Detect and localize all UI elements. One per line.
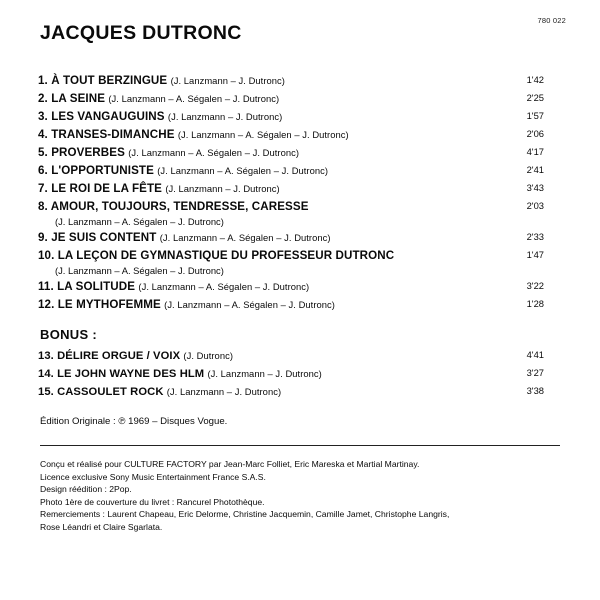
track-number: 8. [38, 200, 48, 213]
track-duration: 3'27 [526, 367, 544, 378]
track-line [38, 384, 496, 400]
track-row [38, 348, 566, 364]
track-number: 9. [38, 231, 48, 244]
colophon-line: Rose Léandri et Claire Sgarlata. [40, 521, 163, 532]
track-duration: 3'22 [526, 280, 544, 291]
track-line [38, 109, 496, 125]
track-title: LE JOHN WAYNE DES HLM [57, 368, 205, 380]
track-number: 11. [38, 280, 54, 293]
track-number: 3. [38, 110, 48, 123]
track-number: 7. [38, 182, 48, 195]
track-credits: (J. Lanzmann – A. Ségalen – J. Dutronc) [55, 265, 224, 276]
catalog-number: 780 022 [537, 16, 566, 25]
track-duration: 2'06 [526, 128, 544, 139]
colophon-line: Conçu et réalisé pour CULTURE FACTORY par Jean-Marc Folliet, Eric Mareska et Martial Martinay. [40, 459, 420, 469]
track-row [38, 248, 566, 277]
track-row [38, 109, 566, 125]
bonus-tracklist [38, 348, 566, 400]
track-duration: 3'43 [526, 182, 544, 193]
track-credits: (J. Lanzmann – A. Ségalen – J. Dutronc) [55, 216, 224, 227]
track-row [38, 181, 566, 197]
track-title: LA LEÇON DE GYMNASTIQUE DU PROFESSEUR DUTRONC [57, 249, 395, 262]
track-title: PROVERBES [51, 146, 125, 159]
track-row [38, 163, 566, 179]
track-number: 6. [38, 164, 48, 177]
track-title: LES VANGAUGUINS [51, 110, 165, 123]
track-duration: 4'17 [526, 146, 544, 157]
track-number: 10. [38, 249, 55, 262]
track-credits: (J. Lanzmann – J. Dutronc) [165, 183, 280, 194]
track-credits: (J. Lanzmann – A. Ségalen – J. Dutronc) [164, 299, 335, 310]
divider [40, 445, 560, 446]
track-credits: (J. Lanzmann – J. Dutronc) [207, 368, 322, 379]
track-line [38, 248, 496, 264]
track-number: 15. [38, 386, 54, 398]
track-row [38, 384, 566, 400]
colophon-line: Remerciements : Laurent Chapeau, Eric Delorme, Christine Jacquemin, Camille Jamet, Christophe Langris, [40, 509, 450, 520]
track-line [38, 163, 496, 179]
track-number: 13. [38, 350, 54, 362]
track-duration: 2'25 [526, 92, 544, 103]
track-row [38, 366, 566, 382]
track-number: 1. [38, 74, 48, 87]
track-credits: (J. Lanzmann – A. Ségalen – J. Dutronc) [128, 147, 300, 158]
track-credits: (J. Lanzmann – A. Ségalen – J. Dutronc) [157, 165, 329, 176]
track-title: LA SOLITUDE [57, 280, 136, 293]
track-credits: (J. Lanzmann – J. Dutronc) [166, 386, 282, 397]
track-credits: (J. Lanzmann – J. Dutronc) [167, 111, 283, 122]
track-credits: (J. Lanzmann – A. Ségalen – J. Dutronc) [177, 129, 349, 140]
colophon-line: Photo 1ère de couverture du livret : Rancurel Photothèque. [40, 496, 265, 507]
track-row [38, 91, 566, 107]
colophon [40, 458, 566, 534]
track-title: AMOUR, TOUJOURS, TENDRESSE, CARESSE [50, 200, 309, 213]
track-number: 2. [38, 92, 48, 105]
track-title: L'OPPORTUNISTE [51, 164, 154, 177]
track-title: DÉLIRE ORGUE / VOIX [57, 350, 181, 362]
track-row [38, 127, 566, 143]
colophon-line: Design réédition : 2Pop. [40, 484, 132, 495]
track-number: 4. [38, 128, 48, 141]
track-title: LA SEINE [51, 92, 106, 105]
track-line [38, 73, 496, 89]
track-title: LE ROI DE LA FÊTE [51, 182, 162, 195]
track-credits: (J. Lanzmann – A. Ségalen – J. Dutronc) [108, 93, 280, 104]
track-title: TRANSES-DIMANCHE [51, 128, 175, 141]
track-row [38, 145, 566, 161]
track-line [38, 91, 496, 107]
track-title: LE MYTHOFEMME [57, 298, 161, 311]
track-duration: 3'38 [526, 385, 544, 396]
track-row [38, 297, 566, 313]
track-duration: 2'33 [526, 231, 544, 242]
colophon-line: Licence exclusive Sony Music Entertainment France S.A.S. [40, 471, 266, 482]
track-duration: 2'41 [526, 164, 544, 175]
track-line [38, 199, 496, 215]
track-title: À TOUT BERZINGUE [51, 74, 168, 87]
track-line [38, 279, 496, 295]
track-credits: (J. Lanzmann – J. Dutronc) [170, 75, 285, 86]
track-number: 12. [38, 298, 55, 311]
track-row [38, 199, 566, 228]
track-number: 14. [38, 368, 54, 380]
track-number: 5. [38, 146, 48, 159]
track-line [38, 297, 496, 313]
track-credits: (J. Lanzmann – A. Ségalen – J. Dutronc) [159, 232, 331, 243]
track-row [38, 279, 566, 295]
track-duration: 1'28 [526, 298, 544, 309]
bonus-heading: BONUS : [40, 327, 97, 342]
track-duration: 2'03 [526, 200, 544, 211]
track-row [38, 230, 566, 246]
track-duration: 1'47 [526, 249, 544, 260]
track-credits: (J. Lanzmann – A. Ségalen – J. Dutronc) [138, 281, 310, 292]
track-credits: (J. Dutronc) [183, 350, 233, 361]
track-duration: 4'41 [526, 349, 544, 360]
track-line [38, 348, 496, 364]
track-title: CASSOULET ROCK [57, 386, 164, 398]
track-line [38, 145, 496, 161]
tracklist [38, 73, 566, 313]
track-title: JE SUIS CONTENT [51, 231, 157, 244]
artist-title: JACQUES DUTRONC [40, 22, 242, 44]
track-line [38, 230, 496, 246]
track-row [38, 73, 566, 89]
edition-line: Édition Originale : ℗ 1969 – Disques Vogue. [40, 416, 228, 427]
track-duration: 1'42 [526, 74, 544, 85]
track-line [38, 366, 496, 382]
track-line [38, 181, 496, 197]
track-duration: 1'57 [526, 110, 544, 121]
track-line [38, 127, 496, 143]
